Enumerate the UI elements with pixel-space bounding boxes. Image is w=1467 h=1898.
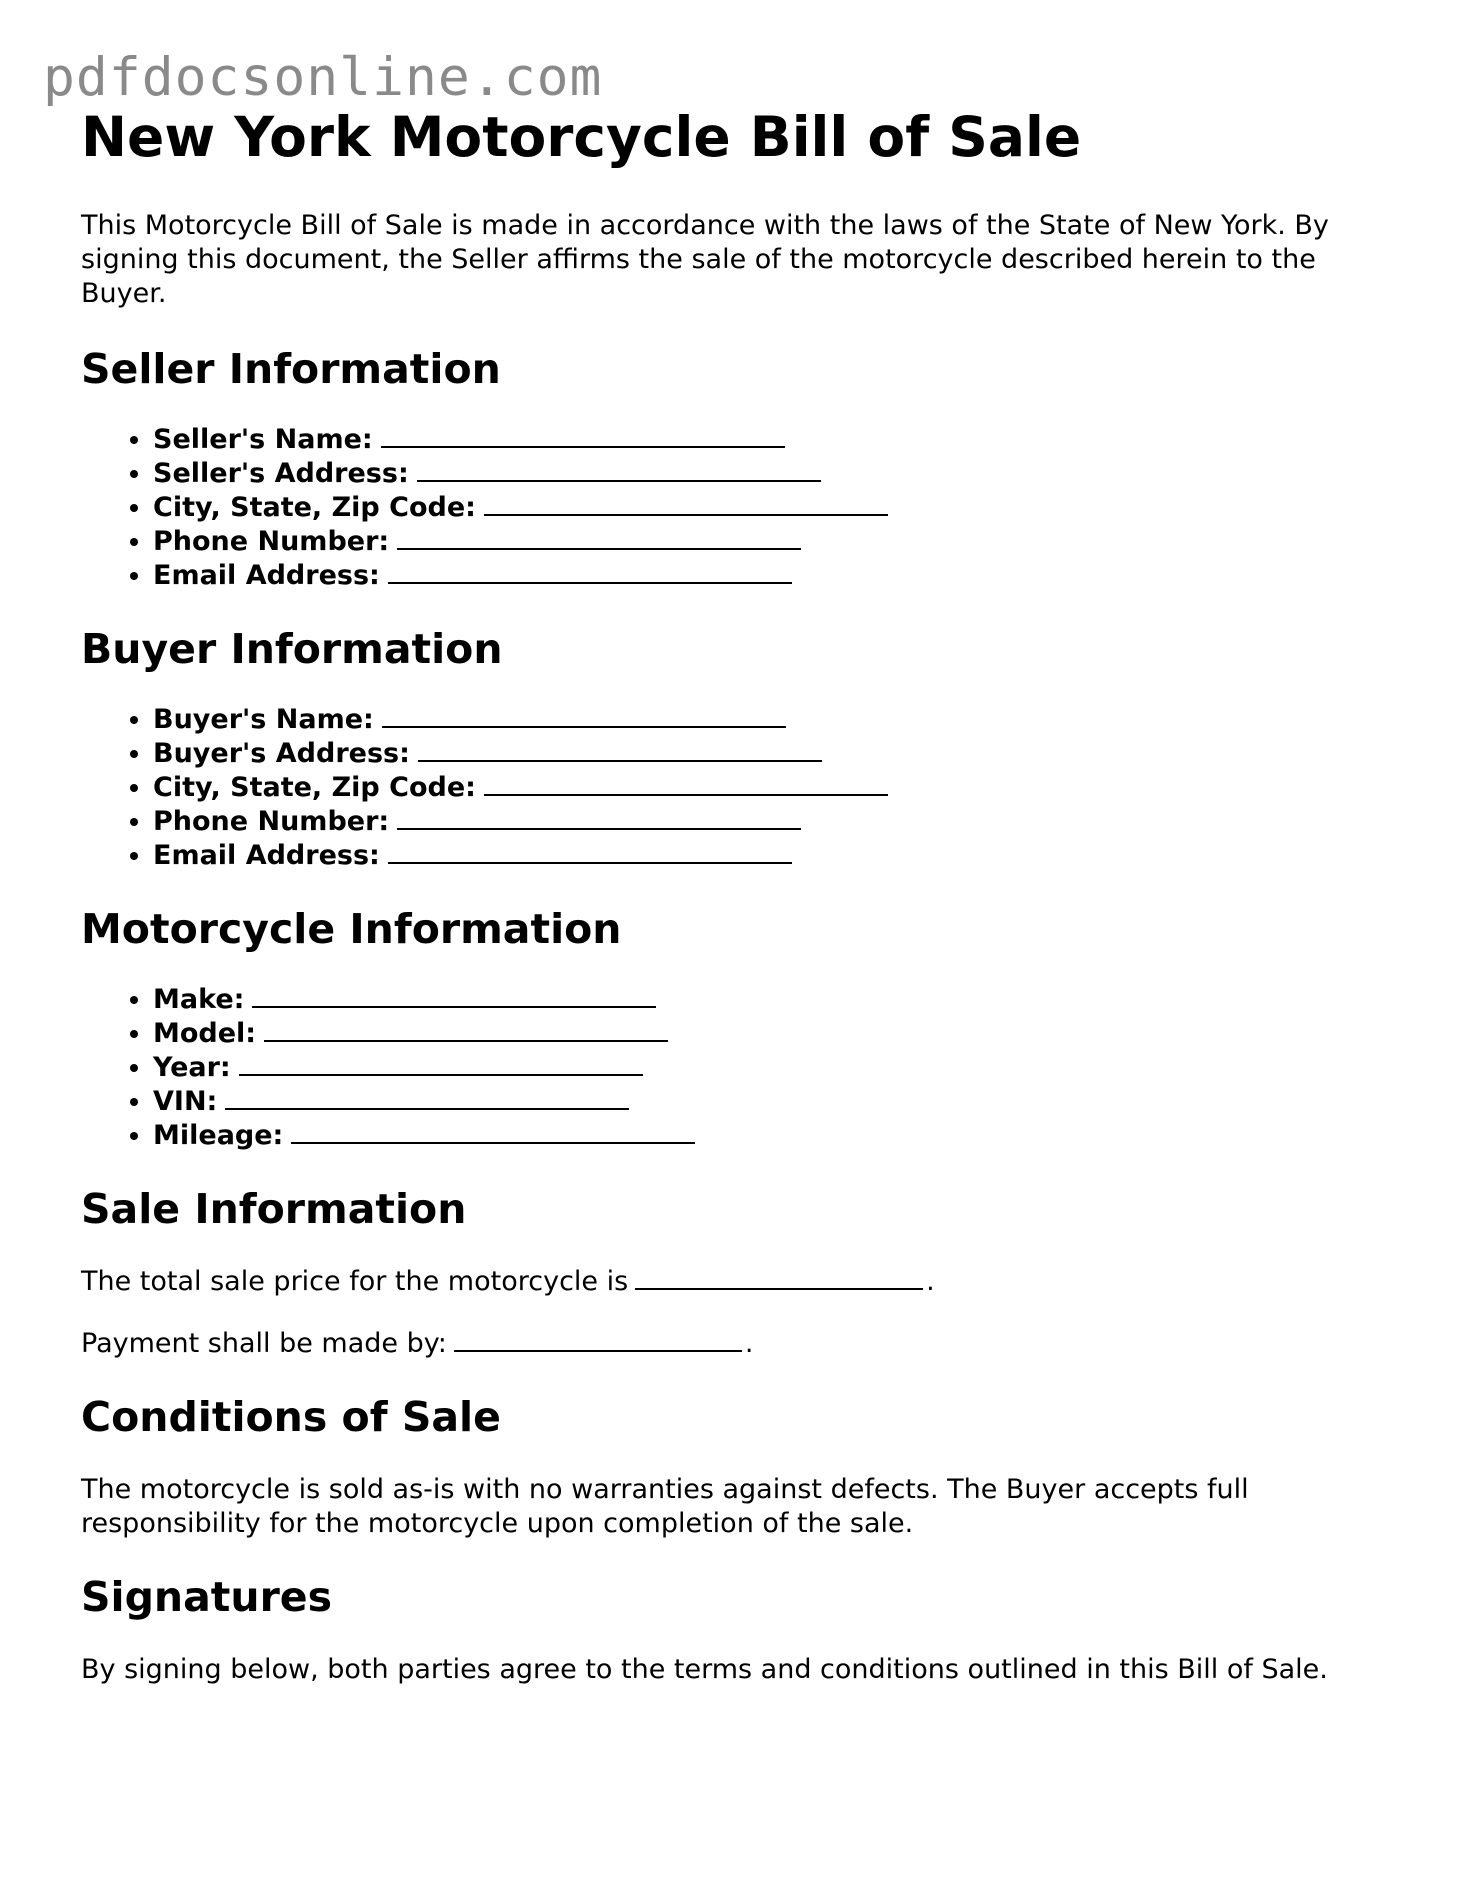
buyer-city-state-zip-blank[interactable] [484, 794, 888, 796]
document-page [81, 102, 1401, 1687]
seller-section-heading: Seller Information [81, 345, 501, 393]
signatures-paragraph: By signing below, both parties agree to the terms and conditions outlined in this Bill of Sale. [81, 1654, 1328, 1685]
buyer-phone-blank[interactable] [397, 828, 801, 830]
model-blank[interactable] [264, 1040, 668, 1042]
motorcycle-section-heading: Motorcycle Information [81, 905, 622, 953]
intro-paragraph: This Motorcycle Bill of Sale is made in accordance with the laws of the State of New York. By signing this document, the Seller affirms the sale of the motorcycle described herein to the Buyer. [81, 210, 1329, 309]
mileage-field [153, 1119, 1401, 1153]
make-blank[interactable] [252, 1006, 656, 1008]
buyer-address-field [153, 737, 1401, 771]
field-label: Mileage: [153, 1120, 284, 1151]
sale-price-blank[interactable] [635, 1288, 923, 1290]
seller-name-field [153, 423, 1401, 457]
buyer-phone-field [153, 805, 1401, 839]
sale-price-line [81, 1265, 1401, 1299]
conditions-section-heading: Conditions of Sale [81, 1393, 501, 1441]
sale-price-text: The total sale price for the motorcycle is [81, 1266, 629, 1297]
watermark: pdfdocsonline.com [43, 47, 603, 108]
motorcycle-field-list [81, 983, 1401, 1153]
payment-method-text: Payment shall be made by: [81, 1328, 447, 1359]
model-field [153, 1017, 1401, 1051]
seller-city-state-zip-field [153, 491, 1401, 525]
make-field [153, 983, 1401, 1017]
seller-address-field [153, 457, 1401, 491]
seller-city-state-zip-blank[interactable] [484, 514, 888, 516]
field-label: Phone Number: [153, 806, 390, 837]
field-label: Seller's Name: [153, 424, 373, 455]
field-label: Make: [153, 984, 245, 1015]
vin-field [153, 1085, 1401, 1119]
seller-email-blank[interactable] [388, 582, 792, 584]
payment-method-blank[interactable] [454, 1350, 742, 1352]
buyer-email-field [153, 839, 1401, 873]
year-field [153, 1051, 1401, 1085]
seller-name-blank[interactable] [381, 446, 785, 448]
seller-email-field [153, 559, 1401, 593]
buyer-name-blank[interactable] [382, 726, 786, 728]
buyer-email-blank[interactable] [388, 862, 792, 864]
mileage-blank[interactable] [291, 1142, 695, 1144]
buyer-section-heading: Buyer Information [81, 625, 503, 673]
sentence-period: . [926, 1266, 935, 1297]
seller-address-blank[interactable] [417, 480, 821, 482]
signatures-section-heading: Signatures [81, 1573, 333, 1621]
seller-field-list [81, 423, 1401, 593]
field-label: City, State, Zip Code: [153, 772, 476, 803]
document-title: New York Motorcycle Bill of Sale [81, 105, 1082, 169]
buyer-city-state-zip-field [153, 771, 1401, 805]
field-label: Buyer's Name: [153, 704, 374, 735]
field-label: Phone Number: [153, 526, 390, 557]
buyer-address-blank[interactable] [418, 760, 822, 762]
field-label: VIN: [153, 1086, 218, 1117]
field-label: City, State, Zip Code: [153, 492, 476, 523]
sale-section-heading: Sale Information [81, 1185, 467, 1233]
vin-blank[interactable] [225, 1108, 629, 1110]
conditions-paragraph: The motorcycle is sold as-is with no warranties against defects. The Buyer accepts full responsibility for the motorcycle upon completion of the sale. [81, 1474, 1249, 1539]
field-label: Year: [153, 1052, 231, 1083]
field-label: Email Address: [153, 840, 380, 871]
field-label: Model: [153, 1018, 257, 1049]
sentence-period: . [744, 1328, 754, 1359]
payment-method-line [81, 1327, 1401, 1361]
seller-phone-field [153, 525, 1401, 559]
buyer-field-list [81, 703, 1401, 873]
field-label: Email Address: [153, 560, 380, 591]
field-label: Seller's Address: [153, 458, 409, 489]
year-blank[interactable] [239, 1074, 643, 1076]
field-label: Buyer's Address: [153, 738, 410, 769]
buyer-name-field [153, 703, 1401, 737]
seller-phone-blank[interactable] [397, 548, 801, 550]
